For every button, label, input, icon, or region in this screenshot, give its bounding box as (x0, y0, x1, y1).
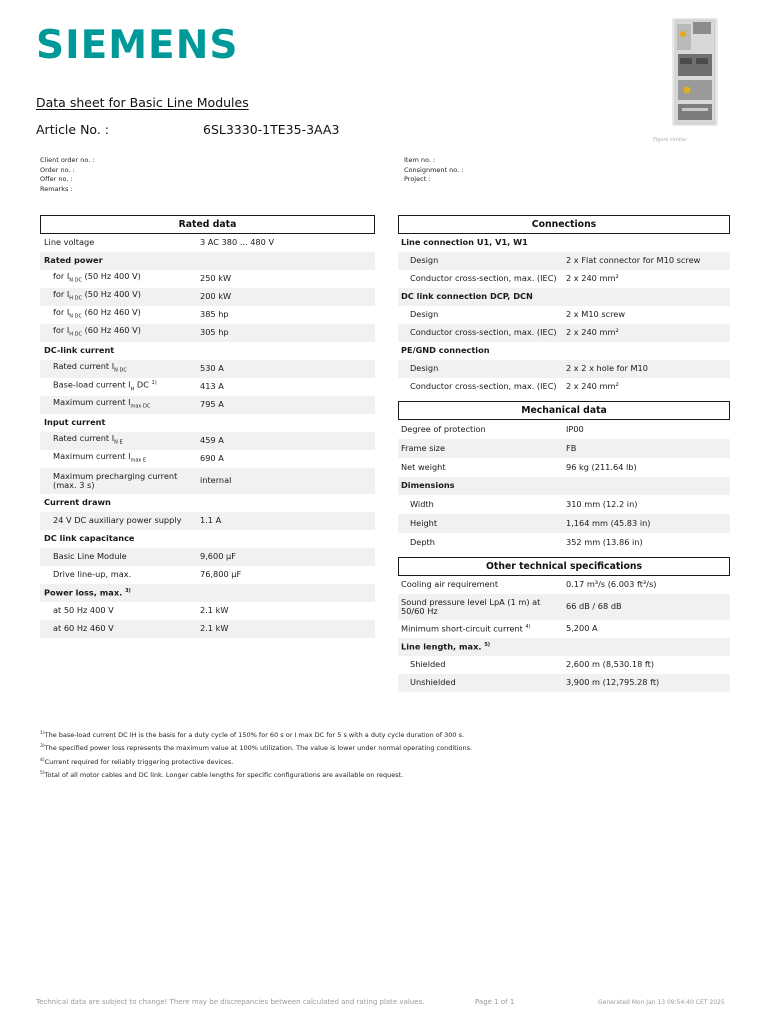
spec-label: Cooling air requirement (401, 579, 499, 590)
spec-row (398, 674, 730, 692)
spec-value: 9,600 μF (200, 551, 236, 562)
spec-row (40, 270, 375, 288)
footnote-4: $^{4)}$Current required for reliably triggering protective devices. (40, 757, 234, 766)
footnote-3: $^{3)}$The specified power loss represents the maximum value at 100% utilization. The value is lower under normal operating conditions. (40, 744, 473, 753)
spec-row (398, 514, 730, 533)
footnotes (40, 728, 472, 781)
spec-row (40, 324, 375, 342)
spec-value: 96 kg (211.64 lb) (566, 461, 637, 472)
spec-label: Rated current $I_{N DC}$ (53, 360, 127, 374)
spec-label: Sound pressure level LpA (1 m) at 50/60 Hz (401, 596, 541, 616)
offer-no-label: Offer no. : (40, 175, 73, 183)
spec-label: Design (410, 255, 439, 266)
spec-label: Input current (44, 417, 106, 428)
group-row (398, 477, 730, 495)
spec-row (40, 396, 375, 414)
item-no-label: Item no. : (404, 156, 436, 164)
spec-label: DC link connection DCP, DCN (401, 291, 533, 302)
spec-label: Depth (410, 536, 435, 547)
spec-label: Maximum current $I_{max DC}$ (53, 396, 151, 410)
group-row (398, 234, 730, 252)
spec-value: 2 x 2 x hole for M10 (566, 363, 648, 374)
spec-row (398, 656, 730, 674)
spec-label: Conductor cross-section, max. (IEC) (410, 381, 557, 392)
group-row (398, 638, 730, 656)
spec-label: 24 V DC auxiliary power supply (53, 515, 182, 526)
spec-label: Line length, max. $^{5)}$ (401, 642, 491, 653)
meta-left (40, 156, 95, 194)
spec-value: internal (200, 475, 232, 486)
meta-right (404, 156, 463, 185)
spec-value: IP00 (566, 423, 584, 434)
product-image (672, 18, 718, 126)
spec-row (398, 420, 730, 439)
spec-row (398, 620, 730, 638)
spec-value: 5,200 A (566, 623, 598, 634)
spec-value: 352 mm (13.86 in) (566, 536, 643, 547)
spec-value: 2,600 m (8,530.18 ft) (566, 659, 655, 670)
spec-value: 795 A (200, 399, 224, 410)
spec-row (40, 234, 375, 252)
spec-label: Conductor cross-section, max. (IEC) (410, 327, 557, 338)
spec-label: for $I_{H DC}$ (50 Hz 400 V) (53, 288, 141, 302)
spec-label: at 60 Hz 460 V (53, 623, 114, 634)
article-label: Article No. : (36, 122, 110, 137)
spec-label: Minimum short-circuit current $^{4)}$ (401, 624, 531, 635)
spec-value: 2 x 240 mm² (566, 273, 619, 284)
order-no-label: Order no. : (40, 165, 75, 174)
spec-label: Dimensions (401, 480, 455, 491)
spec-value: 0.17 m³/s (6.003 ft³/s) (566, 579, 657, 590)
spec-row (40, 620, 375, 638)
spec-label: Basic Line Module (53, 551, 127, 562)
spec-label: Unshielded (410, 677, 456, 688)
siemens-logo: SIEMENS (36, 23, 239, 68)
spec-value: 413 A (200, 381, 224, 392)
spec-value: 76,800 μF (200, 569, 242, 580)
spec-row (398, 533, 730, 552)
spec-value: 530 A (200, 363, 224, 374)
spec-value: 2 x M10 screw (566, 309, 626, 320)
spec-value: 66 dB / 68 dB (566, 601, 622, 612)
group-row (40, 530, 375, 548)
spec-label: Power loss, max. $^{3)}$ (44, 588, 131, 599)
spec-label: for $I_{N DC}$ (60 Hz 460 V) (53, 306, 141, 320)
spec-label: Design (410, 309, 439, 320)
spec-value: FB (566, 442, 577, 453)
article-number: 6SL3330-1TE35-3AA3 (203, 122, 340, 137)
spec-value: 200 kW (200, 291, 232, 302)
spec-label: Rated power (44, 255, 103, 266)
spec-row (40, 548, 375, 566)
footnote-5: $^{5)}$Total of all motor cables and DC link. Longer cable lengths for specific configurations are available on request. (40, 770, 404, 779)
spec-row (398, 495, 730, 514)
spec-row (398, 270, 730, 288)
group-row (40, 342, 375, 360)
spec-value: 2 x 240 mm² (566, 327, 619, 338)
spec-value: 310 mm (12.2 in) (566, 498, 638, 509)
group-row (398, 288, 730, 306)
spec-label: Drive line-up, max. (53, 569, 132, 580)
spec-row (40, 468, 375, 494)
spec-value: 250 kW (200, 273, 232, 284)
spec-label: Design (410, 363, 439, 374)
spec-label: for $I_{N DC}$ (50 Hz 400 V) (53, 270, 141, 284)
spec-row (40, 378, 375, 396)
group-row (40, 252, 375, 270)
spec-label: DC link capacitance (44, 533, 135, 544)
spec-row (398, 324, 730, 342)
spec-value: 2.1 kW (200, 605, 229, 616)
section-header-connections: Connections (398, 215, 730, 234)
spec-row (40, 288, 375, 306)
spec-label: at 50 Hz 400 V (53, 605, 114, 616)
footer-disclaimer: Technical data are subject to change! There may be discrepancies between calculated and rating plate values. (36, 998, 425, 1006)
spec-label: Base-load current $I_H$ DC $^{1)}$ (53, 379, 157, 393)
spec-label: Conductor cross-section, max. (IEC) (410, 273, 557, 284)
spec-label: for $I_{H DC}$ (60 Hz 460 V) (53, 324, 141, 338)
footer-page-number: Page 1 of 1 (475, 998, 515, 1006)
spec-row (40, 306, 375, 324)
right-spec-column (398, 215, 730, 692)
group-row (40, 584, 375, 602)
spec-label: Net weight (401, 461, 446, 472)
spec-label: Current drawn (44, 497, 111, 508)
spec-row (398, 594, 730, 620)
footnote-1: $^{1)}$The base-load current DC IH is the basis for a duty cycle of 150% for 60 s or I max DC for 5 s with a duty cycle duration of 300 s. (40, 731, 465, 739)
spec-row (398, 439, 730, 458)
spec-row (398, 360, 730, 378)
group-row (40, 414, 375, 432)
spec-value: 1,164 mm (45.83 in) (566, 517, 651, 528)
spec-row (40, 432, 375, 450)
spec-value: 385 hp (200, 309, 229, 320)
spec-row (40, 450, 375, 468)
spec-value: 2.1 kW (200, 623, 229, 634)
figure-note: Figure similar (653, 137, 687, 143)
spec-value: 3 AC 380 ... 480 V (200, 237, 275, 248)
spec-label: Maximum precharging current (max. 3 s) (53, 470, 178, 490)
spec-row (40, 566, 375, 584)
spec-value: 2 x 240 mm² (566, 381, 619, 392)
consignment-no-label: Consignment no. : (404, 165, 464, 174)
spec-row (40, 602, 375, 620)
spec-value: 459 A (200, 435, 224, 446)
left-spec-column (40, 215, 375, 638)
spec-label: Line voltage (44, 237, 95, 248)
section-header-mechanical-data: Mechanical data (398, 401, 730, 420)
spec-row (398, 306, 730, 324)
spec-value: 690 A (200, 453, 224, 464)
spec-label: Height (410, 517, 438, 528)
spec-label: Frame size (401, 442, 445, 453)
group-row (398, 342, 730, 360)
spec-label: Rated current $I_{N E}$ (53, 432, 123, 446)
spec-label: Degree of protection (401, 423, 486, 434)
section-header-other-technical-specifications: Other technical specifications (398, 557, 730, 576)
spec-value: 305 hp (200, 327, 229, 338)
project-label: Project : (404, 175, 431, 183)
spec-label: Maximum current $I_{max E}$ (53, 450, 147, 464)
spec-label: PE/GND connection (401, 345, 490, 356)
spec-label: Width (410, 498, 434, 509)
spec-label: Line connection U1, V1, W1 (401, 237, 528, 248)
spec-row (398, 576, 730, 594)
spec-row (398, 252, 730, 270)
remarks-label: Remarks : (40, 184, 73, 193)
footer-generated: Generated Mon Jan 13 09:54:40 CET 2025 (598, 999, 725, 1006)
group-row (40, 494, 375, 512)
spec-row (398, 378, 730, 396)
spec-row (40, 512, 375, 530)
client-order-label: Client order no. : (40, 156, 95, 164)
spec-label: Shielded (410, 659, 446, 670)
spec-value: 2 x Flat connector for M10 screw (566, 255, 701, 266)
section-header-rated-data: Rated data (40, 215, 375, 234)
spec-row (40, 360, 375, 378)
spec-label: DC-link current (44, 345, 115, 356)
spec-value: 1.1 A (200, 515, 222, 526)
document-title: Data sheet for Basic Line Modules (36, 95, 249, 110)
spec-row (398, 458, 730, 477)
spec-value: 3,900 m (12,795.28 ft) (566, 677, 660, 688)
